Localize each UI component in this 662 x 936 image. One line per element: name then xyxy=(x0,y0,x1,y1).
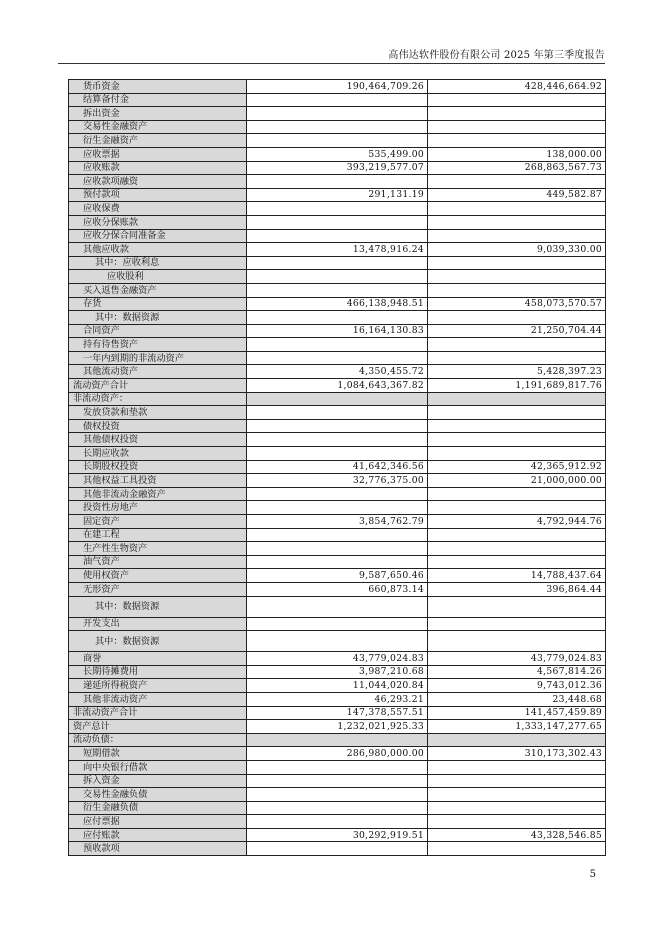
row-label: 其中：数据资源 xyxy=(69,596,247,617)
previous-period-value xyxy=(428,760,606,774)
table-row xyxy=(69,801,606,815)
row-label: 其他非流动金融资产 xyxy=(69,487,247,501)
table-row xyxy=(69,447,606,461)
previous-period-value xyxy=(428,107,606,121)
row-label: 油气资产 xyxy=(69,555,247,569)
current-period-value: 291,131.19 xyxy=(247,188,428,202)
current-period-value xyxy=(247,487,428,501)
row-label: 货币资金 xyxy=(69,80,247,94)
current-period-value xyxy=(247,815,428,829)
current-period-value: 190,464,709.26 xyxy=(247,80,428,94)
row-label: 流动资产合计 xyxy=(69,379,247,393)
table-row xyxy=(69,107,606,121)
row-label: 衍生金融资产 xyxy=(69,134,247,148)
table-row xyxy=(69,256,606,270)
row-label: 使用权资产 xyxy=(69,569,247,583)
current-period-value xyxy=(247,134,428,148)
table-row xyxy=(69,202,606,216)
current-period-value xyxy=(247,501,428,515)
previous-period-value: 21,250,704.44 xyxy=(428,324,606,338)
table-row xyxy=(69,774,606,788)
previous-period-value: 1,191,689,817.76 xyxy=(428,379,606,393)
current-period-value xyxy=(247,447,428,461)
table-row xyxy=(69,392,606,406)
previous-period-value: 5,428,397.23 xyxy=(428,365,606,379)
row-label: 存货 xyxy=(69,297,247,311)
row-label: 其他权益工具投资 xyxy=(69,474,247,488)
table-row xyxy=(69,474,606,488)
table-row xyxy=(69,311,606,325)
table-row xyxy=(69,147,606,161)
table-row xyxy=(69,175,606,189)
previous-period-value xyxy=(428,447,606,461)
current-period-value xyxy=(247,256,428,270)
row-label: 流动负债： xyxy=(69,733,247,747)
row-label: 其他应收款 xyxy=(69,243,247,257)
current-period-value: 286,980,000.00 xyxy=(247,747,428,761)
row-label: 其他流动资产 xyxy=(69,365,247,379)
previous-period-value: 14,788,437.64 xyxy=(428,569,606,583)
current-period-value: 393,219,577.07 xyxy=(247,161,428,175)
previous-period-value: 1,333,147,277.65 xyxy=(428,720,606,734)
current-period-value: 1,232,021,925.33 xyxy=(247,720,428,734)
previous-period-value: 4,567,814.26 xyxy=(428,665,606,679)
current-period-value: 41,642,346.56 xyxy=(247,460,428,474)
previous-period-value xyxy=(428,774,606,788)
table-row xyxy=(69,365,606,379)
row-label: 应付票据 xyxy=(69,815,247,829)
current-period-value xyxy=(247,270,428,284)
row-label: 应收分保合同准备金 xyxy=(69,229,247,243)
previous-period-value xyxy=(428,596,606,617)
table-row xyxy=(69,760,606,774)
previous-period-value: 4,792,944.76 xyxy=(428,515,606,529)
row-label: 其中：数据资源 xyxy=(69,631,247,652)
previous-period-value xyxy=(428,283,606,297)
row-label: 应收款项融资 xyxy=(69,175,247,189)
table-row xyxy=(69,379,606,393)
previous-period-value: 428,446,664.92 xyxy=(428,80,606,94)
row-label: 非流动资产： xyxy=(69,392,247,406)
row-label: 拆入资金 xyxy=(69,774,247,788)
previous-period-value xyxy=(428,256,606,270)
previous-period-value: 310,173,302.43 xyxy=(428,747,606,761)
row-label: 应收保费 xyxy=(69,202,247,216)
table-row xyxy=(69,351,606,365)
table-row xyxy=(69,324,606,338)
table-row xyxy=(69,270,606,284)
previous-period-value xyxy=(428,842,606,856)
previous-period-value xyxy=(428,733,606,747)
row-label: 开发支出 xyxy=(69,617,247,631)
row-label: 资产总计 xyxy=(69,720,247,734)
previous-period-value: 9,743,012.36 xyxy=(428,679,606,693)
current-period-value xyxy=(247,617,428,631)
table-row xyxy=(69,188,606,202)
row-label: 其中：数据资源 xyxy=(69,311,247,325)
current-period-value xyxy=(247,107,428,121)
table-row xyxy=(69,582,606,596)
row-label: 交易性金融资产 xyxy=(69,120,247,134)
current-period-value xyxy=(247,555,428,569)
current-period-value xyxy=(247,175,428,189)
row-label: 短期借款 xyxy=(69,747,247,761)
current-period-value xyxy=(247,433,428,447)
current-period-value xyxy=(247,338,428,352)
current-period-value: 3,987,210.68 xyxy=(247,665,428,679)
row-label: 债权投资 xyxy=(69,419,247,433)
row-label: 在建工程 xyxy=(69,528,247,542)
table-row xyxy=(69,828,606,842)
row-label: 一年内到期的非流动资产 xyxy=(69,351,247,365)
table-row xyxy=(69,733,606,747)
current-period-value xyxy=(247,596,428,617)
previous-period-value: 21,000,000.00 xyxy=(428,474,606,488)
previous-period-value: 43,328,546.85 xyxy=(428,828,606,842)
row-label: 预收款项 xyxy=(69,842,247,856)
previous-period-value: 43,779,024.83 xyxy=(428,652,606,666)
previous-period-value xyxy=(428,120,606,134)
table-row xyxy=(69,679,606,693)
row-label: 应付账款 xyxy=(69,828,247,842)
previous-period-value xyxy=(428,270,606,284)
current-period-value xyxy=(247,419,428,433)
table-row xyxy=(69,665,606,679)
table-row xyxy=(69,652,606,666)
row-label: 投资性房地产 xyxy=(69,501,247,515)
previous-period-value: 141,457,459.89 xyxy=(428,706,606,720)
table-row xyxy=(69,706,606,720)
table-row xyxy=(69,134,606,148)
table-row xyxy=(69,419,606,433)
row-label: 预付款项 xyxy=(69,188,247,202)
current-period-value xyxy=(247,788,428,802)
table-row xyxy=(69,842,606,856)
table-row xyxy=(69,501,606,515)
current-period-value xyxy=(247,215,428,229)
table-row xyxy=(69,338,606,352)
current-period-value: 660,873.14 xyxy=(247,582,428,596)
table-row xyxy=(69,555,606,569)
previous-period-value xyxy=(428,229,606,243)
current-period-value: 43,779,024.83 xyxy=(247,652,428,666)
row-label: 交易性金融负债 xyxy=(69,788,247,802)
table-row xyxy=(69,528,606,542)
previous-period-value xyxy=(428,801,606,815)
current-period-value: 4,350,455.72 xyxy=(247,365,428,379)
previous-period-value xyxy=(428,433,606,447)
row-label: 无形资产 xyxy=(69,582,247,596)
table-row xyxy=(69,161,606,175)
table-row xyxy=(69,487,606,501)
row-label: 应收股利 xyxy=(69,270,247,284)
previous-period-value xyxy=(428,617,606,631)
current-period-value xyxy=(247,733,428,747)
current-period-value xyxy=(247,93,428,107)
previous-period-value: 138,000.00 xyxy=(428,147,606,161)
previous-period-value xyxy=(428,501,606,515)
table-row xyxy=(69,80,606,94)
table-row xyxy=(69,93,606,107)
header-divider xyxy=(58,63,605,64)
row-label: 买入返售金融资产 xyxy=(69,283,247,297)
current-period-value: 16,164,130.83 xyxy=(247,324,428,338)
table-row xyxy=(69,297,606,311)
row-label: 长期应收款 xyxy=(69,447,247,461)
current-period-value xyxy=(247,311,428,325)
report-header-title: 高伟达软件股份有限公司 2025 年第三季度报告 xyxy=(388,50,605,61)
previous-period-value: 396,864.44 xyxy=(428,582,606,596)
previous-period-value xyxy=(428,338,606,352)
previous-period-value xyxy=(428,202,606,216)
previous-period-value: 9,039,330.00 xyxy=(428,243,606,257)
previous-period-value xyxy=(428,528,606,542)
current-period-value xyxy=(247,202,428,216)
previous-period-value xyxy=(428,815,606,829)
previous-period-value xyxy=(428,631,606,652)
current-period-value: 466,138,948.51 xyxy=(247,297,428,311)
row-label: 其中：应收利息 xyxy=(69,256,247,270)
current-period-value: 13,478,916.24 xyxy=(247,243,428,257)
row-label: 结算备付金 xyxy=(69,93,247,107)
row-label: 生产性生物资产 xyxy=(69,542,247,556)
row-label: 商誉 xyxy=(69,652,247,666)
table-row xyxy=(69,569,606,583)
balance-sheet-body xyxy=(69,80,606,856)
current-period-value xyxy=(247,760,428,774)
current-period-value xyxy=(247,229,428,243)
current-period-value: 46,293.21 xyxy=(247,692,428,706)
table-row xyxy=(69,433,606,447)
table-row xyxy=(69,720,606,734)
row-label: 长期待摊费用 xyxy=(69,665,247,679)
previous-period-value xyxy=(428,351,606,365)
current-period-value: 147,378,557.51 xyxy=(247,706,428,720)
row-label: 其他债权投资 xyxy=(69,433,247,447)
row-label: 持有待售资产 xyxy=(69,338,247,352)
table-row xyxy=(69,120,606,134)
current-period-value: 1,084,643,367.82 xyxy=(247,379,428,393)
table-row xyxy=(69,692,606,706)
current-period-value: 535,499.00 xyxy=(247,147,428,161)
current-period-value xyxy=(247,406,428,420)
table-row xyxy=(69,747,606,761)
previous-period-value: 268,863,567.73 xyxy=(428,161,606,175)
table-row xyxy=(69,460,606,474)
previous-period-value xyxy=(428,392,606,406)
previous-period-value xyxy=(428,175,606,189)
previous-period-value: 449,582.87 xyxy=(428,188,606,202)
current-period-value: 3,854,762.79 xyxy=(247,515,428,529)
table-row xyxy=(69,215,606,229)
table-row xyxy=(69,243,606,257)
row-label: 其他非流动资产 xyxy=(69,692,247,706)
row-label: 固定资产 xyxy=(69,515,247,529)
page-number: 5 xyxy=(589,869,596,880)
row-label: 发放贷款和垫款 xyxy=(69,406,247,420)
row-label: 衍生金融负债 xyxy=(69,801,247,815)
current-period-value xyxy=(247,351,428,365)
previous-period-value xyxy=(428,487,606,501)
current-period-value: 11,044,020.84 xyxy=(247,679,428,693)
table-row xyxy=(69,542,606,556)
previous-period-value xyxy=(428,311,606,325)
previous-period-value xyxy=(428,419,606,433)
table-row xyxy=(69,788,606,802)
current-period-value: 30,292,919.51 xyxy=(247,828,428,842)
current-period-value: 9,587,650.46 xyxy=(247,569,428,583)
row-label: 递延所得税资产 xyxy=(69,679,247,693)
previous-period-value xyxy=(428,93,606,107)
table-row xyxy=(69,406,606,420)
previous-period-value xyxy=(428,788,606,802)
current-period-value xyxy=(247,774,428,788)
row-label: 应收账款 xyxy=(69,161,247,175)
row-label: 合同资产 xyxy=(69,324,247,338)
current-period-value xyxy=(247,842,428,856)
previous-period-value: 23,448.68 xyxy=(428,692,606,706)
previous-period-value: 42,365,912.92 xyxy=(428,460,606,474)
previous-period-value xyxy=(428,134,606,148)
current-period-value xyxy=(247,283,428,297)
table-row xyxy=(69,283,606,297)
row-label: 应收分保账款 xyxy=(69,215,247,229)
table-row xyxy=(69,515,606,529)
previous-period-value: 458,073,570.57 xyxy=(428,297,606,311)
previous-period-value xyxy=(428,555,606,569)
previous-period-value xyxy=(428,215,606,229)
current-period-value xyxy=(247,120,428,134)
row-label: 向中央银行借款 xyxy=(69,760,247,774)
current-period-value xyxy=(247,528,428,542)
previous-period-value xyxy=(428,542,606,556)
current-period-value xyxy=(247,631,428,652)
balance-sheet-table xyxy=(68,79,606,856)
previous-period-value xyxy=(428,406,606,420)
table-row xyxy=(69,596,606,617)
current-period-value xyxy=(247,392,428,406)
row-label: 长期股权投资 xyxy=(69,460,247,474)
row-label: 非流动资产合计 xyxy=(69,706,247,720)
current-period-value xyxy=(247,542,428,556)
current-period-value xyxy=(247,801,428,815)
current-period-value: 32,776,375.00 xyxy=(247,474,428,488)
table-row xyxy=(69,815,606,829)
table-row xyxy=(69,229,606,243)
table-row xyxy=(69,617,606,631)
row-label: 拆出资金 xyxy=(69,107,247,121)
row-label: 应收票据 xyxy=(69,147,247,161)
table-row xyxy=(69,631,606,652)
